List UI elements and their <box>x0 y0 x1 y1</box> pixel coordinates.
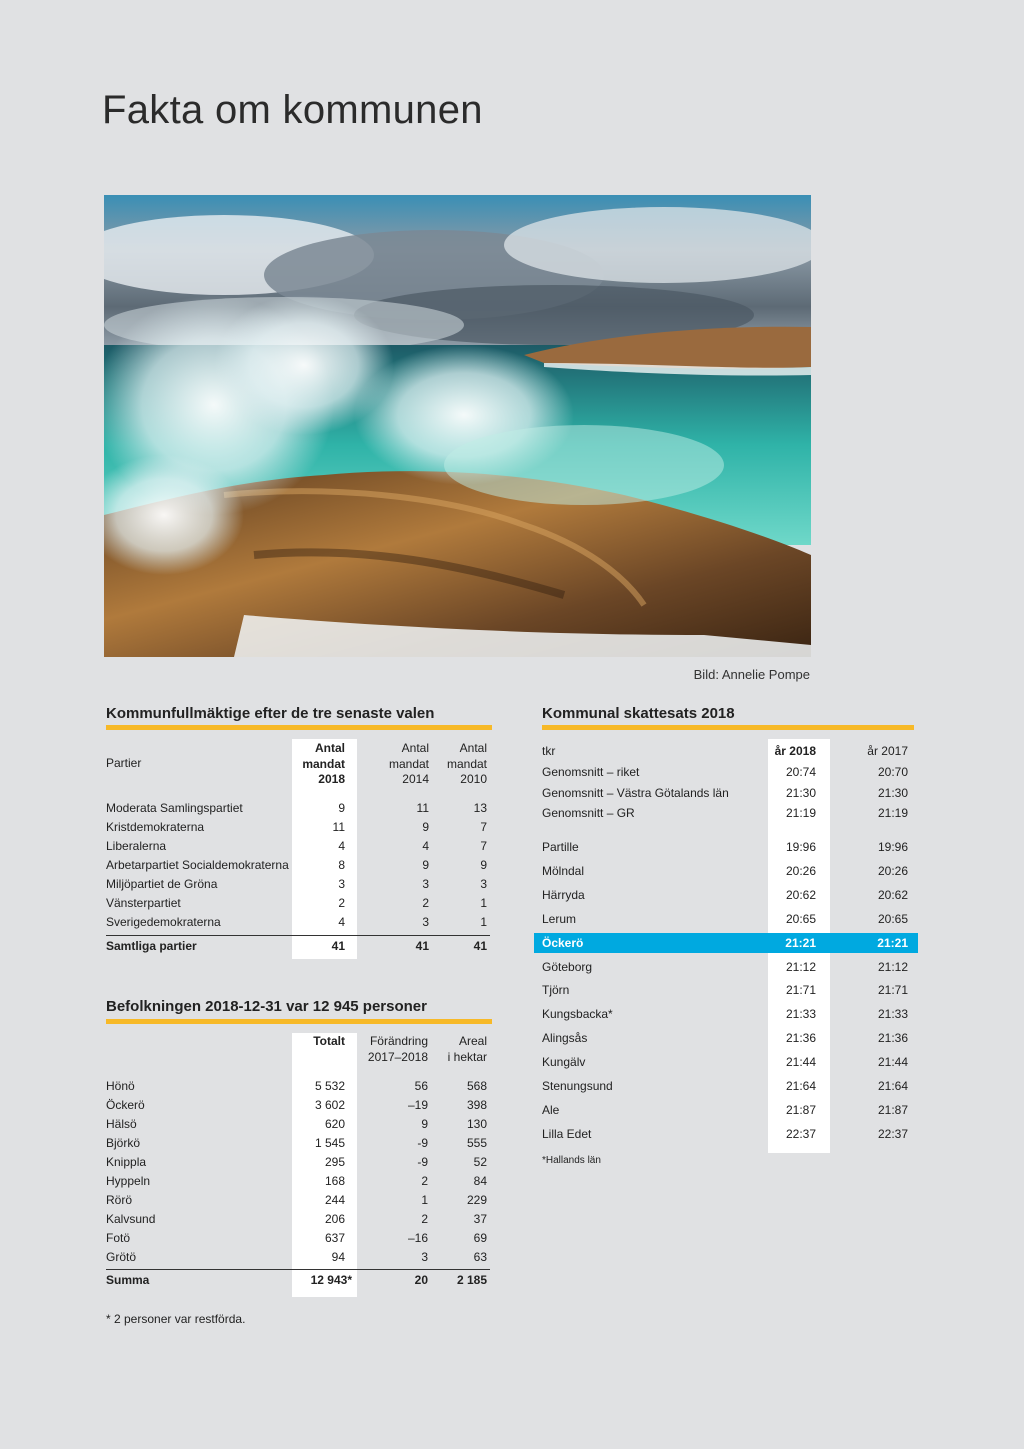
table-row <box>0 1125 920 1144</box>
seats-2018: 9 <box>338 801 345 815</box>
rate-2017: 20:26 <box>877 863 908 878</box>
municipality-name: Öckerö <box>542 935 584 950</box>
council-header-2018: Antal mandat 2018 <box>302 741 345 786</box>
population-sum-row: Summa 12 943* 20 2 185 <box>106 1273 487 1287</box>
area-hectares: 69 <box>473 1231 487 1245</box>
area-hectares: 84 <box>473 1174 487 1188</box>
seats-2010: 1 <box>480 896 487 910</box>
island-name: Grötö <box>106 1250 137 1264</box>
seats-2018: 4 <box>338 915 345 929</box>
seats-2018: 3 <box>338 877 345 891</box>
council-header-2010: Antal mandat 2010 <box>446 741 487 786</box>
population-total: 3 602 <box>314 1098 345 1112</box>
municipality-name: Mölndal <box>542 863 585 878</box>
rate-2017: 21:19 <box>877 806 908 820</box>
rate-2017: 21:64 <box>877 1079 908 1093</box>
population-change: 2 <box>421 1174 428 1188</box>
rate-2018: 22:37 <box>785 1126 816 1141</box>
municipality-name: Lerum <box>542 911 577 926</box>
island-name: Björkö <box>106 1136 141 1150</box>
party-name: Vänsterpartiet <box>106 896 181 910</box>
seats-2018: 8 <box>338 858 345 872</box>
municipality-name: Tjörn <box>542 983 570 998</box>
table-row <box>0 981 920 1000</box>
table-row <box>0 804 920 823</box>
area-hectares: 37 <box>473 1212 487 1226</box>
party-name: Sverigedemokraterna <box>106 915 221 929</box>
party-name: Kristdemokraterna <box>106 820 205 834</box>
rate-2017: 21:21 <box>877 935 908 950</box>
population-header-total: Totalt <box>313 1034 345 1048</box>
table-row <box>0 958 920 977</box>
rate-2018: 21:19 <box>785 806 816 820</box>
rate-2018: 21:33 <box>785 1007 816 1022</box>
rate-2017: 20:65 <box>877 911 908 926</box>
table-row <box>0 1191 920 1210</box>
table-row <box>0 862 920 881</box>
rate-2018: 20:26 <box>785 863 816 878</box>
seats-2010: 9 <box>480 858 487 872</box>
rate-2017: 20:62 <box>877 887 908 902</box>
rate-2017: 21:33 <box>877 1007 908 1022</box>
area-hectares: 555 <box>466 1136 487 1150</box>
highlighted-municipality-row <box>0 934 920 953</box>
table-row <box>0 1101 920 1120</box>
population-total: 620 <box>324 1117 345 1131</box>
seats-2010: 3 <box>480 877 487 891</box>
seats-2018: 2 <box>338 896 345 910</box>
population-change: 2 <box>421 1212 428 1226</box>
area-hectares: 52 <box>473 1155 487 1169</box>
rate-2018: 21:36 <box>785 1031 816 1046</box>
population-total: 206 <box>324 1212 345 1226</box>
rate-2018: 21:12 <box>785 959 816 974</box>
island-name: Öckerö <box>106 1098 145 1112</box>
table-row <box>0 1153 920 1172</box>
table-row <box>0 763 920 782</box>
rate-2017: 19:96 <box>877 840 908 854</box>
rate-2018: 20:62 <box>785 887 816 902</box>
seats-2014: 2 <box>422 896 429 910</box>
seats-2018: 11 <box>332 820 345 834</box>
municipality-name: Stenungsund <box>542 1079 613 1093</box>
island-name: Hyppeln <box>106 1174 151 1188</box>
population-change: 56 <box>414 1079 428 1093</box>
table-row <box>0 838 920 857</box>
rate-2017: 21:12 <box>877 959 908 974</box>
seats-2014: 9 <box>422 820 429 834</box>
island-name: Fotö <box>106 1231 131 1245</box>
population-total: 94 <box>331 1250 345 1264</box>
table-row <box>0 1229 920 1248</box>
population-total: 168 <box>324 1174 345 1188</box>
table-row <box>0 1210 920 1229</box>
island-name: Knippla <box>106 1155 147 1169</box>
population-footnote: * 2 personer var restförda. <box>106 1312 246 1326</box>
tax-title-rule <box>542 725 914 730</box>
population-change: –19 <box>407 1098 428 1112</box>
rate-2018: 21:30 <box>785 785 816 800</box>
area-hectares: 568 <box>466 1079 487 1093</box>
rate-2018: 21:87 <box>785 1102 816 1117</box>
rate-2017: 22:37 <box>877 1126 908 1141</box>
rate-2018: 20:74 <box>785 765 816 779</box>
population-sum-line <box>106 1269 490 1270</box>
council-total-row: Samtliga partier 41 41 41 <box>106 939 487 953</box>
island-name: Hönö <box>106 1079 135 1093</box>
municipality-name: Kungsbacka* <box>542 1007 613 1022</box>
party-name: Arbetarpartiet Socialdemokraterna <box>106 858 289 872</box>
rate-2018: 20:65 <box>785 911 816 926</box>
population-change: 9 <box>421 1117 428 1131</box>
table-row <box>0 886 920 905</box>
seats-2014: 3 <box>422 915 429 929</box>
island-name: Rörö <box>106 1193 133 1207</box>
population-change: -9 <box>417 1136 428 1150</box>
population-total: 637 <box>324 1231 345 1245</box>
table-row <box>0 1053 920 1072</box>
party-name: Miljöpartiet de Gröna <box>106 877 218 891</box>
tax-header-row: tkr år 2018 år 2017 <box>542 744 908 758</box>
population-table-title: Befolkningen 2018-12-31 var 12 945 personer <box>106 998 427 1015</box>
rate-2017: 21:36 <box>877 1031 908 1046</box>
party-name: Moderata Samlingspartiet <box>106 801 243 815</box>
seats-2014: 11 <box>416 801 429 815</box>
municipality-name: Lilla Edet <box>542 1126 592 1141</box>
municipality-name: Kungälv <box>542 1055 586 1070</box>
council-title-rule <box>106 725 492 730</box>
municipality-name: Göteborg <box>542 959 593 974</box>
table-row <box>0 1005 920 1024</box>
table-row <box>0 1077 920 1096</box>
population-change: 3 <box>421 1250 428 1264</box>
council-header-party: Partier <box>106 756 142 770</box>
population-header-change: Förändring 2017–2018 <box>367 1034 428 1064</box>
population-change: -9 <box>417 1155 428 1169</box>
rate-2018: 19:96 <box>785 840 816 854</box>
municipality-name: Härryda <box>542 887 585 902</box>
rate-2018: 21:64 <box>785 1079 816 1093</box>
page-title: Fakta om kommunen <box>102 88 483 132</box>
seats-2014: 9 <box>422 858 429 872</box>
area-hectares: 229 <box>466 1193 487 1207</box>
party-name: Liberalerna <box>106 839 167 853</box>
seats-2014: 3 <box>422 877 429 891</box>
island-name: Hälsö <box>106 1117 137 1131</box>
population-change: 1 <box>421 1193 428 1207</box>
area-hectares: 63 <box>473 1250 487 1264</box>
population-change: –16 <box>407 1231 428 1245</box>
rate-2018: 21:21 <box>785 935 816 950</box>
area-hectares: 398 <box>466 1098 487 1112</box>
seats-2010: 7 <box>480 839 487 853</box>
population-total: 244 <box>324 1193 345 1207</box>
rate-2017: 21:71 <box>877 983 908 998</box>
population-total: 5 532 <box>314 1079 345 1093</box>
average-name: Genomsnitt – riket <box>542 765 640 779</box>
municipality-name: Alingsås <box>542 1031 588 1046</box>
council-header-2014: Antal mandat 2014 <box>388 741 429 786</box>
seats-2014: 4 <box>422 839 429 853</box>
table-row <box>0 1248 920 1267</box>
rate-2018: 21:44 <box>785 1055 816 1070</box>
rate-2018: 21:71 <box>785 983 816 998</box>
council-table-title: Kommunfullmäktige efter de tre senaste valen <box>106 705 435 722</box>
seats-2010: 13 <box>473 801 487 815</box>
seats-2018: 4 <box>338 839 345 853</box>
coastal-wave-photo <box>104 195 811 657</box>
tax-footnote: *Hallands län <box>542 1155 601 1166</box>
population-total: 1 545 <box>314 1136 345 1150</box>
population-header-area: Areal i hektar <box>447 1034 487 1064</box>
seats-2010: 7 <box>480 820 487 834</box>
population-total: 295 <box>324 1155 345 1169</box>
municipality-name: Partille <box>542 840 579 854</box>
table-row <box>0 784 920 803</box>
rate-2017: 21:44 <box>877 1055 908 1070</box>
average-name: Genomsnitt – GR <box>542 806 635 820</box>
rate-2017: 20:70 <box>877 765 908 779</box>
seats-2010: 1 <box>480 915 487 929</box>
table-row <box>0 910 920 929</box>
municipality-name: Ale <box>542 1102 560 1117</box>
table-row <box>0 1172 920 1191</box>
average-name: Genomsnitt – Västra Götalands län <box>542 785 729 800</box>
island-name: Kalvsund <box>106 1212 156 1226</box>
rate-2017: 21:30 <box>877 785 908 800</box>
table-row <box>0 1029 920 1048</box>
photo-caption: Bild: Annelie Pompe <box>693 667 810 682</box>
area-hectares: 130 <box>466 1117 487 1131</box>
tax-table-title: Kommunal skattesats 2018 <box>542 705 735 722</box>
rate-2017: 21:87 <box>877 1102 908 1117</box>
